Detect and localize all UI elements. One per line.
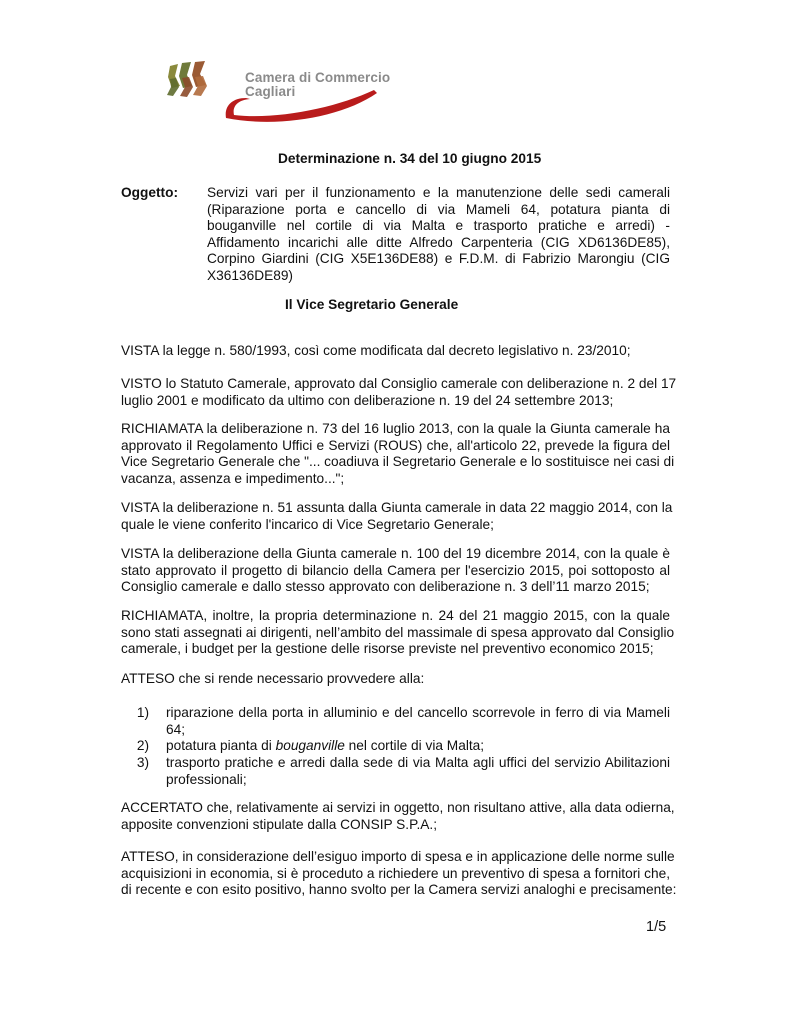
paragraph-line: quale le viene conferito l'incarico di Vice Segretario Generale; [121, 516, 494, 532]
chamber-logo [166, 60, 391, 124]
oggetto-line: Servizi vari per il funzionamento e la manutenzione delle sedi camerali [207, 185, 670, 200]
oggetto-label: Oggetto: [121, 185, 179, 200]
paragraph-line: VISTA la deliberazione n. 51 assunta dalla Giunta camerale in data 22 maggio 2014, con la [121, 500, 673, 515]
oggetto-line: Corpino Giardini (CIG X5E136DE88) e F.D.M. di Fabrizio Marongiu (CIG [207, 251, 670, 267]
paragraph-line: ATTESO che si rende necessario provvedere alla: [121, 671, 425, 686]
paragraph-line: Consiglio camerale e dallo stesso approvato con deliberazione n. 3 dell’11 marzo 2015; [121, 579, 650, 595]
paragraph-line: approvato il Regolamento Uffici e Servizi (ROUS) che, all'articolo 22, prevede la figura del [121, 437, 670, 453]
list-item-line [166, 738, 670, 755]
paragraph-line: luglio 2001 e modificato da ultimo con deliberazione n. 19 del 24 settembre 2013; [121, 392, 614, 408]
paragraph-line: RICHIAMATA, inoltre, la propria determinazione n. 24 del 21 maggio 2015, con la quale [121, 608, 670, 623]
paragraph-line: VISTA la deliberazione della Giunta camerale n. 100 del 19 dicembre 2014, con la quale è [121, 546, 670, 561]
oggetto-line: bouganville nel cortile di via Malta e trasporto pratiche e arredi) - [207, 218, 670, 234]
paragraph-line: acquisizioni in economia, si è proceduto a richiedere un preventivo di spesa a fornitori che, [121, 865, 670, 881]
list-item-line: 64; [166, 721, 186, 737]
authority-heading: Il Vice Segretario Generale [285, 297, 459, 312]
paragraph-line: apposite convenzioni stipulate dalla CONSIP S.P.A.; [121, 816, 438, 832]
list-item-line: trasporto pratiche e arredi dalla sede di via Malta agli uffici del servizio Abilitazioni [166, 755, 670, 770]
paragraph-line: di recente e con esito positivo, hanno svolto per la Camera servizi analoghi e precisamente: [121, 882, 677, 898]
paragraph-line: stato approvato il progetto di bilancio della Camera per l'esercizio 2015, poi sottoposto al [121, 562, 670, 578]
oggetto-line: X36136DE89) [207, 268, 293, 283]
list-number: 1) [136, 705, 149, 720]
paragraph-line: VISTO lo Statuto Camerale, approvato dal Consiglio camerale con deliberazione n. 2 del 17 [121, 376, 677, 391]
paragraph-line: vacanza, assenza e impedimento..."; [121, 470, 345, 486]
page-number: 1/5 [646, 919, 667, 935]
paragraph-line: sono stati assegnati ai dirigenti, nell’ambito del massimale di spesa approvato dal Consiglio [121, 624, 675, 640]
paragraph-line: camerale, i budget per la gestione delle risorse previste nel preventivo economico 2015; [121, 641, 654, 657]
list-item-text: potatura pianta di [166, 738, 276, 753]
paragraph-line: VISTA la legge n. 580/1993, così come modificata dal decreto legislativo n. 23/2010; [121, 343, 631, 358]
list-item-italic: bouganville [275, 738, 345, 753]
oggetto-line: Affidamento incarichi alle ditte Alfredo Carpenteria (CIG XD6136DE85), [207, 234, 670, 250]
list-number: 3) [136, 755, 149, 770]
paragraph-line: ATTESO, in considerazione dell’esiguo importo di spesa e in applicazione delle norme sulle [121, 849, 675, 864]
list-item-line: riparazione della porta in alluminio e del cancello scorrevole in ferro di via Mameli [166, 705, 670, 720]
list-item-line: professionali; [166, 771, 247, 787]
org-name-line2: Cagliari [245, 84, 296, 99]
paragraph-line: ACCERTATO che, relativamente ai servizi in oggetto, non risultano attive, alla data odierna, [121, 800, 675, 815]
paragraph-line: Vice Segretario Generale che "... coadiuva il Segretario Generale e lo sostituisce nei casi di [121, 454, 675, 470]
org-name-line1: Camera di Commercio [245, 70, 391, 85]
list-item-text: nel cortile di via Malta; [344, 738, 485, 753]
paragraph-line: RICHIAMATA la deliberazione n. 73 del 16 luglio 2013, con la quale la Giunta camerale ha [121, 421, 670, 436]
oggetto-line: (Riparazione porta e cancello di via Mameli 64, potatura pianta di [207, 201, 670, 217]
list-number: 2) [136, 738, 149, 753]
document-title: Determinazione n. 34 del 10 giugno 2015 [278, 151, 542, 166]
